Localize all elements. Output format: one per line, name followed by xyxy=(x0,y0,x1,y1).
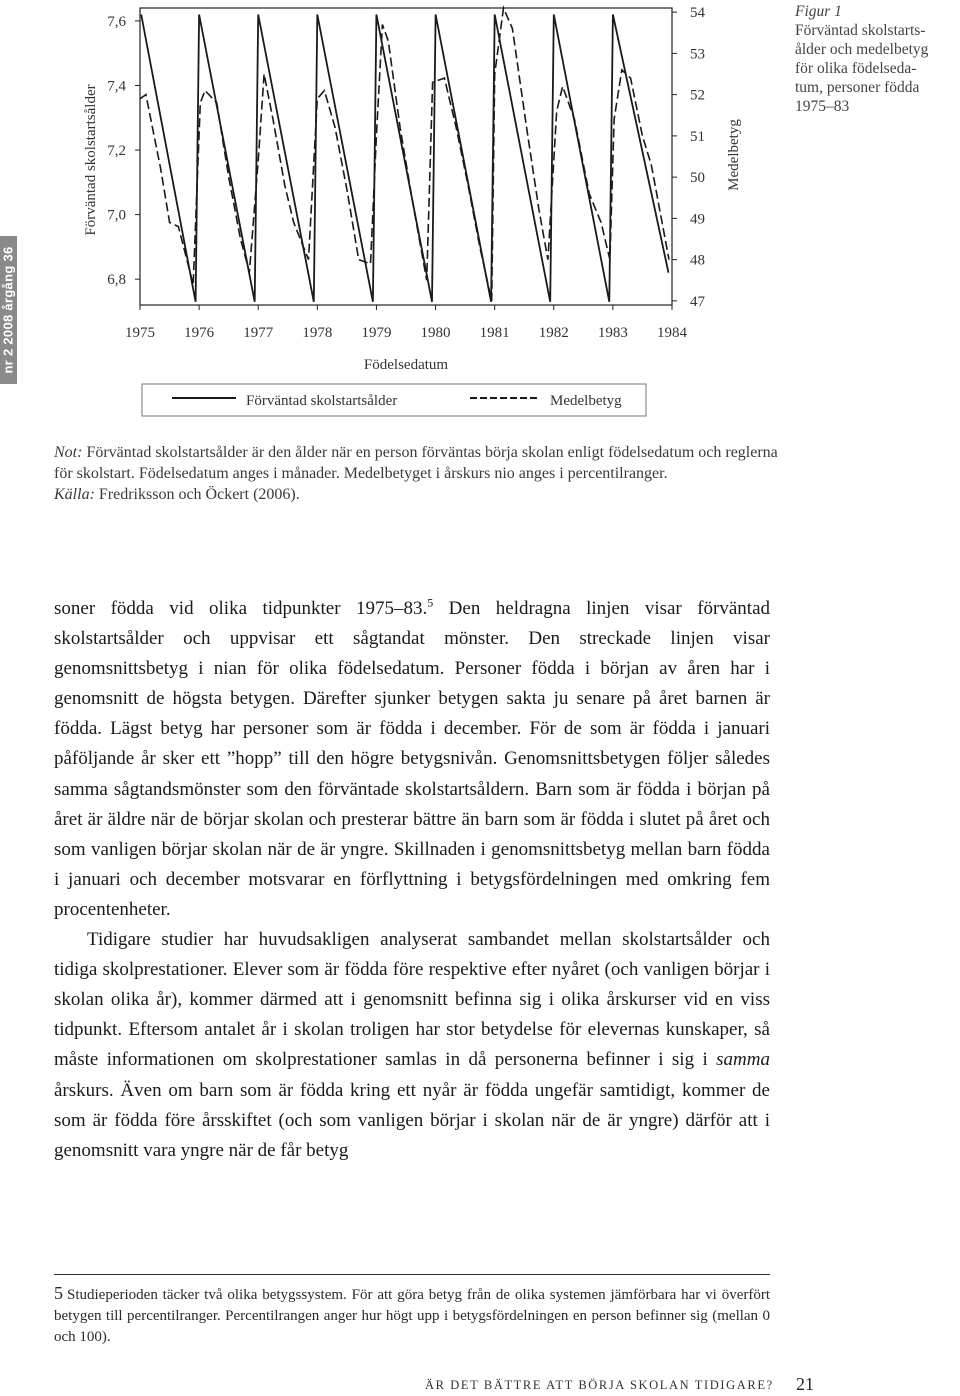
figure-caption-line: 1975–83 xyxy=(795,98,850,115)
x-tick-label: 1980 xyxy=(420,325,451,341)
body-text-run: Den heldragna linjen visar förväntad skolstartsålder och uppvisar ett sågtandat mönster. Den streckade linjen visar genomsnittsbetyg i nian för olika födelsedatum. Personer födda i början av åren har i genomsnitt de högsta betygen. Därefter sjunker betygen sakta ju senare på året barnen är födda. Lägst betyg har personer som är födda i december. För de som är födda i januari påföljande år sker ett ”hopp” till den högre betygsnivån. Genomsnittsbetygen följer således samma sågtandsmönster som den förväntade skolstartsåldern. Barn som är födda i början på året är äldre när de börjar skolan och presterar bättre än barn som är födda i slutet på året och som vanligen börjar skolan när de är yngre. Skillnaden i genomsnittsbetyg mellan barn födda i januari och december motsvarar en förflyttning i betygsfördelningen med omkring fem procentenheter. xyxy=(54,598,770,920)
figure-caption-line: Förväntad skolstarts- xyxy=(795,22,926,39)
body-paragraph xyxy=(54,594,770,925)
y-left-tick-label: 7,0 xyxy=(107,207,126,224)
figure-caption-line: för olika födelseda- xyxy=(795,60,917,77)
footnote-number: 5 xyxy=(54,1283,63,1303)
y-left-axis-label: Förväntad skolstartsålder xyxy=(83,84,99,236)
figure-note xyxy=(54,442,784,505)
body-text-run: Tidigare studier har huvudsakligen analyserat sambandet mellan skolstartsålder och tidiga skolprestationer. Elever som är födda före respektive efter nyåret (och vanligen börjar i skolan olika år), kommer därmed att i genomsnitt befinna sig i olika årskurser vid en viss tidpunkt. Eftersom antalet år i skolan troligen har stor betydelse för elevernas kunskaper, så måste informationen om skolprestationer samlas in då personerna befinner i sig i xyxy=(54,929,770,1071)
y-left-tick-label: 7,6 xyxy=(107,13,126,30)
x-tick-label: 1984 xyxy=(657,325,687,341)
body-text-run: årskurs. Även om barn som är födda kring ett nyår är födda ungefär samtidigt, kommer de som är födda före årsskiftet (och som vanligen börjar i skolan när de är yngre) därför att i genomsnitt vara yngre när de får betyg xyxy=(54,1079,770,1161)
figure-caption-line: ålder och medelbetyg xyxy=(795,41,929,58)
x-tick-label: 1976 xyxy=(184,325,215,341)
y-right-tick-label: 51 xyxy=(690,128,705,145)
source-text: Fredriksson och Öckert (2006). xyxy=(94,486,300,503)
x-tick-label: 1982 xyxy=(538,325,569,341)
y-right-tick-label: 49 xyxy=(690,211,705,228)
y-left-tick-label: 6,8 xyxy=(107,272,126,289)
figure-caption xyxy=(795,2,960,116)
x-axis-label: Födelsedatum xyxy=(363,357,449,373)
figure-caption-line: tum, personer födda xyxy=(795,79,920,96)
source-label: Källa: xyxy=(54,486,95,503)
chart-legend xyxy=(142,384,646,416)
y-right-tick-label: 50 xyxy=(690,170,705,187)
page-number: 21 xyxy=(796,1374,814,1394)
footnote-ref: 5 xyxy=(427,595,434,610)
x-tick-label: 1979 xyxy=(361,325,392,341)
body-text xyxy=(54,594,770,1166)
chart-frame xyxy=(140,8,672,305)
y-left-tick-label: 7,2 xyxy=(107,143,126,160)
note-text: Förväntad skolstartsålder är den ålder när en person förväntas börja skolan enligt födelsedatum och reglerna för skolstart. Födelsedatum anges i månader. Medelbetyget i årskurs nio anges i percentilranger. xyxy=(54,444,778,482)
x-tick-label: 1977 xyxy=(243,325,274,341)
legend-label: Medelbetyg xyxy=(550,393,622,409)
body-emphasis: samma xyxy=(716,1049,770,1071)
series-line-skolstartsalder xyxy=(141,15,668,302)
body-text-run: soner födda vid olika tidpunkter 1975–83. xyxy=(54,598,428,619)
chart-series xyxy=(140,8,669,302)
y-right-tick-label: 53 xyxy=(690,46,705,63)
y-right-tick-label: 47 xyxy=(690,293,705,310)
y-left-tick-label: 7,4 xyxy=(107,78,126,95)
y-right-tick-label: 52 xyxy=(690,87,705,104)
y-right-tick-label: 54 xyxy=(690,5,705,22)
plot-border xyxy=(140,8,672,305)
x-tick-label: 1983 xyxy=(597,325,628,341)
x-tick-label: 1981 xyxy=(479,325,510,341)
legend-label: Förväntad skolstartsålder xyxy=(246,393,398,409)
y-right-axis-label: Medelbetyg xyxy=(726,119,742,191)
note-label: Not: xyxy=(54,444,83,461)
body-paragraph xyxy=(54,925,770,1166)
footnote-text: Studieperioden täcker två olika betygssystem. För att göra betyg från de olika systemen jämförbara har vi överfört betygen till percentilranger. Percentilrangen anger hur högt upp i betygsfördelningen en person befinner sig (mellan 0 och 100). xyxy=(54,1287,770,1345)
figure-label: Figur 1 xyxy=(795,3,842,20)
x-tick-label: 1975 xyxy=(125,325,155,341)
series-line-medelbetyg xyxy=(140,8,669,301)
footnote xyxy=(54,1283,770,1348)
footnote-divider xyxy=(54,1274,770,1275)
issue-label: nr 2 2008 årgång 36 xyxy=(0,246,16,374)
running-head: ÄR DET BÄTTRE ATT BÖRJA SKOLAN TIDIGARE? xyxy=(425,1378,774,1392)
y-right-tick-label: 48 xyxy=(690,252,705,269)
x-tick-label: 1978 xyxy=(302,325,333,341)
